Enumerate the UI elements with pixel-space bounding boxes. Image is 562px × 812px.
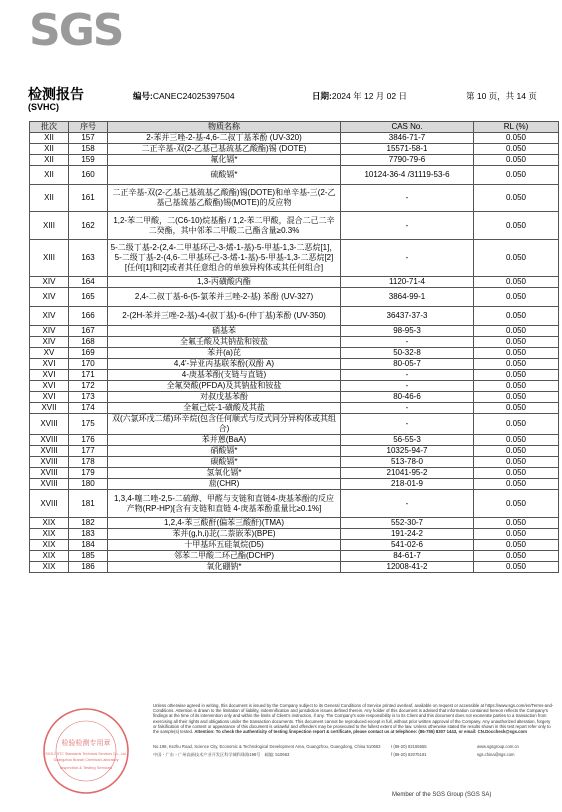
cell-batch: XVIII xyxy=(30,490,69,518)
cell-cas: 191-24-2 xyxy=(341,529,474,540)
cell-no: 174 xyxy=(69,403,108,414)
table-row xyxy=(30,403,559,414)
cell-substance: 二正辛基-双(2-乙基己基巯基乙酸酯)锡 (DOTE) xyxy=(108,144,341,155)
cell-no: 168 xyxy=(69,337,108,348)
table-row xyxy=(30,212,559,240)
cell-batch: XVI xyxy=(30,359,69,370)
cell-rl: 0.050 xyxy=(474,435,559,446)
table-row xyxy=(30,540,559,551)
cell-no: 165 xyxy=(69,288,108,307)
table-row xyxy=(30,277,559,288)
footer-disclaimer xyxy=(153,703,555,734)
cell-batch: XIV xyxy=(30,288,69,307)
table-row xyxy=(30,326,559,337)
cell-cas: - xyxy=(341,490,474,518)
cell-no: 160 xyxy=(69,166,108,185)
cell-substance: 十甲基环五硅氧烷(D5) xyxy=(108,540,341,551)
cell-substance: 5-二级丁基-2-(2,4-二甲基环己-3-烯-1-基)-5-甲基-1,3-二恶烷[1]，5-二级丁基-2-(4,6-二甲基环己-3-烯-1-基)-5-甲基-1,3-二恶烷[2] [任何[1]和[2]或者其任意组合的单独异构体或其任何组合] xyxy=(108,240,341,277)
authenticity-attention: Attention: To check the authenticity of testing /inspection report & certificate, please contact us at telephone: (86-755) 8307 1443, or email: CN.Doccheck@sgs.com xyxy=(194,729,527,735)
cell-cas: - xyxy=(341,337,474,348)
address-chinese: 中国・广东・广州高新技术产业开发区科学城科珠路198号 邮编: 510663 xyxy=(153,752,290,757)
cell-cas: - xyxy=(341,414,474,435)
cell-cas: 10325-94-7 xyxy=(341,446,474,457)
cell-substance: 2-苯并三唑-2-基-4,6-二叔丁基苯酚 (UV-320) xyxy=(108,133,341,144)
cell-batch: XIX xyxy=(30,529,69,540)
cell-rl: 0.050 xyxy=(474,403,559,414)
cell-substance: 1,2-苯二甲酸，二(C6-10)烷基酯 / 1,2-苯二甲酸，混合二己二辛二癸酯，其中邻苯二甲酸二己酯含量≥0.3% xyxy=(108,212,341,240)
cell-no: 184 xyxy=(69,540,108,551)
page-subtitle: (SVHC) xyxy=(28,102,59,112)
cell-no: 167 xyxy=(69,326,108,337)
cell-cas: - xyxy=(341,240,474,277)
cell-no: 183 xyxy=(69,529,108,540)
cell-cas: 1120-71-4 xyxy=(341,277,474,288)
cell-cas: 21041-95-2 xyxy=(341,468,474,479)
cell-cas: - xyxy=(341,381,474,392)
cell-no: 159 xyxy=(69,155,108,166)
cell-batch: XII xyxy=(30,133,69,144)
cell-cas: 552-30-7 xyxy=(341,518,474,529)
cell-cas: 10124-36-4 /31119-53-6 xyxy=(341,166,474,185)
cell-no: 179 xyxy=(69,468,108,479)
address-english: No.198, Kezhu Road, Science City, Economic & Technological Development Area, Guangzhou, Guangdong, China 510663 xyxy=(153,744,381,749)
cell-rl: 0.050 xyxy=(474,326,559,337)
cell-rl: 0.050 xyxy=(474,185,559,212)
table-row xyxy=(30,446,559,457)
cell-substance: 硝基苯 xyxy=(108,326,341,337)
cell-no: 181 xyxy=(69,490,108,518)
column-header-cas: CAS No. xyxy=(341,122,474,133)
cell-batch: XII xyxy=(30,144,69,155)
table-row xyxy=(30,370,559,381)
cell-batch: XIV xyxy=(30,326,69,337)
cell-batch: XIX xyxy=(30,518,69,529)
cell-substance: 双(六氯环戊二烯)环辛烷(包含任何顺式与反式同分异构体或其组合) xyxy=(108,414,341,435)
table-row xyxy=(30,490,559,518)
cell-rl: 0.050 xyxy=(474,381,559,392)
column-header-no: 序号 xyxy=(69,122,108,133)
cell-batch: XVIII xyxy=(30,414,69,435)
cell-rl: 0.050 xyxy=(474,166,559,185)
table-row xyxy=(30,133,559,144)
cell-cas: 7790-79-6 xyxy=(341,155,474,166)
table-header-row xyxy=(30,122,559,133)
table-row xyxy=(30,240,559,277)
cell-rl: 0.050 xyxy=(474,307,559,326)
cell-rl: 0.050 xyxy=(474,144,559,155)
cell-cas: 3864-99-1 xyxy=(341,288,474,307)
cell-batch: XVI xyxy=(30,392,69,403)
table-row xyxy=(30,166,559,185)
cell-no: 171 xyxy=(69,370,108,381)
cell-cas: 50-32-8 xyxy=(341,348,474,359)
cell-rl: 0.050 xyxy=(474,479,559,490)
cell-batch: XIV xyxy=(30,277,69,288)
cell-rl: 0.050 xyxy=(474,446,559,457)
cell-cas: 541-02-6 xyxy=(341,540,474,551)
cell-batch: XVII xyxy=(30,403,69,414)
cell-no: 172 xyxy=(69,381,108,392)
sgs-member-note: Member of the SGS Group (SGS SA) xyxy=(392,792,492,798)
cell-no: 169 xyxy=(69,348,108,359)
cell-no: 164 xyxy=(69,277,108,288)
table-row xyxy=(30,468,559,479)
cell-substance: 4-庚基苯酚(支链与直链) xyxy=(108,370,341,381)
column-header-rl: RL (%) xyxy=(474,122,559,133)
table-row xyxy=(30,518,559,529)
cell-no: 177 xyxy=(69,446,108,457)
cell-rl: 0.050 xyxy=(474,348,559,359)
table-row xyxy=(30,392,559,403)
cell-no: 176 xyxy=(69,435,108,446)
cell-substance: 全氟己烷-1-磺酸及其盐 xyxy=(108,403,341,414)
cell-no: 157 xyxy=(69,133,108,144)
cell-batch: XVIII xyxy=(30,446,69,457)
table-row xyxy=(30,348,559,359)
cell-batch: XIV xyxy=(30,307,69,326)
page-title: 检测报告 xyxy=(28,86,84,102)
table-row xyxy=(30,381,559,392)
seal-text-main: 检验检测专用章 xyxy=(61,740,111,747)
cell-batch: XII xyxy=(30,155,69,166)
cell-substance: 邻苯二甲酸二环己酯(DCHP) xyxy=(108,551,341,562)
cell-no: 161 xyxy=(69,185,108,212)
cell-rl: 0.050 xyxy=(474,562,559,573)
cell-rl: 0.050 xyxy=(474,551,559,562)
email-link[interactable]: sgs.china@sgs.com xyxy=(477,752,515,757)
cell-rl: 0.050 xyxy=(474,518,559,529)
phone-number: t (86-20) 82155555 xyxy=(391,744,427,749)
cell-rl: 0.050 xyxy=(474,540,559,551)
cell-cas: 84-61-7 xyxy=(341,551,474,562)
report-date xyxy=(312,90,407,102)
cell-substance: 硝酸镉* xyxy=(108,446,341,457)
cell-batch: XVI xyxy=(30,370,69,381)
website-link[interactable]: www.sgsgroup.com.cn xyxy=(477,744,519,749)
cell-cas: 80-46-6 xyxy=(341,392,474,403)
cell-substance: 氟化镉* xyxy=(108,155,341,166)
table-row xyxy=(30,551,559,562)
cell-substance: 2,4-二叔丁基-6-(5-氯苯并三唑-2-基) 苯酚 (UV-327) xyxy=(108,288,341,307)
cell-batch: XIX xyxy=(30,551,69,562)
cell-cas: 15571-58-1 xyxy=(341,144,474,155)
cell-cas: 3846-71-7 xyxy=(341,133,474,144)
cell-rl: 0.050 xyxy=(474,359,559,370)
report-date-label: 日期: xyxy=(312,91,332,101)
cell-no: 175 xyxy=(69,414,108,435)
table-row xyxy=(30,359,559,370)
cell-rl: 0.050 xyxy=(474,155,559,166)
table-row xyxy=(30,435,559,446)
cell-substance: 苯并(a)芘 xyxy=(108,348,341,359)
cell-batch: XV xyxy=(30,348,69,359)
cell-substance: 䓛(CHR) xyxy=(108,479,341,490)
cell-substance: 硫酸镉* xyxy=(108,166,341,185)
table-row xyxy=(30,155,559,166)
cell-no: 186 xyxy=(69,562,108,573)
table-row xyxy=(30,288,559,307)
cell-substance: 对叔戊基苯酚 xyxy=(108,392,341,403)
cell-batch: XIV xyxy=(30,337,69,348)
seal-text-lab: Guangzhou Branch Chemical Laboratory xyxy=(53,758,119,762)
cell-batch: XII xyxy=(30,166,69,185)
cell-batch: XIX xyxy=(30,540,69,551)
cell-cas: 12008-41-2 xyxy=(341,562,474,573)
cell-substance: 全氟壬酸及其钠盐和铵盐 xyxy=(108,337,341,348)
cell-no: 182 xyxy=(69,518,108,529)
cell-cas: - xyxy=(341,212,474,240)
cell-substance: 全氟癸酸(PFDA)及其钠盐和铵盐 xyxy=(108,381,341,392)
cell-batch: XVIII xyxy=(30,435,69,446)
cell-rl: 0.050 xyxy=(474,457,559,468)
cell-rl: 0.050 xyxy=(474,370,559,381)
cell-cas: - xyxy=(341,185,474,212)
cell-batch: XIII xyxy=(30,212,69,240)
cell-no: 185 xyxy=(69,551,108,562)
cell-batch: XII xyxy=(30,185,69,212)
cell-cas: - xyxy=(341,403,474,414)
cell-rl: 0.050 xyxy=(474,529,559,540)
cell-no: 163 xyxy=(69,240,108,277)
cell-cas: 80-05-7 xyxy=(341,359,474,370)
cell-batch: XVIII xyxy=(30,479,69,490)
cell-no: 180 xyxy=(69,479,108,490)
cell-no: 170 xyxy=(69,359,108,370)
cell-cas: - xyxy=(341,370,474,381)
cell-rl: 0.050 xyxy=(474,392,559,403)
cell-rl: 0.050 xyxy=(474,490,559,518)
cell-rl: 0.050 xyxy=(474,277,559,288)
seal-text-service: Inspection & Testing Services xyxy=(59,765,113,770)
cell-substance: 1,3-丙磺酸内酯 xyxy=(108,277,341,288)
cell-batch: XIX xyxy=(30,562,69,573)
cell-batch: XVIII xyxy=(30,457,69,468)
seal-text-company: SGS-CSTC Standards Technical Services Co., Ltd. xyxy=(45,752,127,756)
cell-batch: XVI xyxy=(30,381,69,392)
laboratory-seal xyxy=(27,705,145,797)
cell-rl: 0.050 xyxy=(474,288,559,307)
cell-rl: 0.050 xyxy=(474,133,559,144)
cell-substance: 碳酸镉* xyxy=(108,457,341,468)
cell-no: 162 xyxy=(69,212,108,240)
report-date-value: 2024 年 12 月 02 日 xyxy=(331,91,407,101)
table-row xyxy=(30,562,559,573)
cell-no: 178 xyxy=(69,457,108,468)
cell-substance: 2-(2H-苯并三唑-2-基)-4-(叔丁基)-6-(仲丁基)苯酚 (UV-350) xyxy=(108,307,341,326)
cell-cas: 56-55-3 xyxy=(341,435,474,446)
cell-batch: XVIII xyxy=(30,468,69,479)
page-number: 第 10 页，共 14 页 xyxy=(466,91,537,101)
cell-rl: 0.050 xyxy=(474,240,559,277)
table-row xyxy=(30,457,559,468)
cell-substance: 苯并蒽(BaA) xyxy=(108,435,341,446)
cell-no: 173 xyxy=(69,392,108,403)
cell-no: 158 xyxy=(69,144,108,155)
table-row xyxy=(30,337,559,348)
cell-no: 166 xyxy=(69,307,108,326)
cell-cas: 218-01-9 xyxy=(341,479,474,490)
cell-substance: 1,3,4-噻二唑-2,5-二硫醇、甲醛与支链和直链4-庚基苯酚的反应产物(RP-HP)[含有支链和直链 4-庚基苯酚重量比≥0.1%] xyxy=(108,490,341,518)
cell-substance: 4,4'-异亚丙基联苯酚(双酚 A) xyxy=(108,359,341,370)
table-body xyxy=(30,133,559,573)
report-number xyxy=(133,90,235,102)
fax-number: f (86-20) 82075191 xyxy=(391,752,427,757)
cell-batch: XIII xyxy=(30,240,69,277)
cell-substance: 氢氧化镉* xyxy=(108,468,341,479)
cell-substance: 苯并(g,h,i)苝(二萘嵌苯)(BPE) xyxy=(108,529,341,540)
table-row xyxy=(30,479,559,490)
column-header-batch: 批次 xyxy=(30,122,69,133)
report-number-value: CANEC24025397504 xyxy=(152,91,235,101)
table-row xyxy=(30,529,559,540)
cell-cas: 513-78-0 xyxy=(341,457,474,468)
cell-cas: 98-95-3 xyxy=(341,326,474,337)
cell-rl: 0.050 xyxy=(474,414,559,435)
table-row xyxy=(30,185,559,212)
cell-rl: 0.050 xyxy=(474,212,559,240)
table-row xyxy=(30,307,559,326)
cell-rl: 0.050 xyxy=(474,468,559,479)
cell-rl: 0.050 xyxy=(474,337,559,348)
report-number-label: 编号: xyxy=(133,91,153,101)
table-row xyxy=(30,414,559,435)
disclaimer-text: Unless otherwise agreed in writing, this document is issued by the Company subject to its General Conditions of Service printed overleaf, available on request or accessible at https://www.sgs.com/en/Terms-and-Conditions. Attention is drawn to the limitation of liability, indemnification and jurisdiction issues defined therein. Any holder of this document is advised that information contained hereon reflects the Company's findings at the time of its intervention only and within the limits of Client's instruction, if any. The Company's sole responsibility is to its Client and this document does not exonerate parties to a transaction from exercising all their rights and obligations under the transaction documents. This document cannot be reproduced except in full, without prior written approval of the Company. Any unauthorized alteration, forgery or falsification of the content or appearance of this document is unlawful and offenders may be prosecuted to the fullest extent of the law. Unless otherwise stated the results shown in this test report refer only to the sample(s) tested. xyxy=(153,703,554,735)
table-row xyxy=(30,144,559,155)
cell-cas: 36437-37-3 xyxy=(341,307,474,326)
sgs-logo: SGS xyxy=(29,5,123,56)
cell-substance: 1,2,4-苯三酸酐(偏苯三酸酐)(TMA) xyxy=(108,518,341,529)
svhc-table xyxy=(29,121,559,573)
cell-substance: 二正辛基-双(2-乙基己基巯基乙酸酯)锡(DOTE)和单辛基-三(2-乙基己基巯基乙酸酯)锡(MOTE)的反应物 xyxy=(108,185,341,212)
cell-substance: 氧化硼钠* xyxy=(108,562,341,573)
column-header-substance: 物质名称 xyxy=(108,122,341,133)
